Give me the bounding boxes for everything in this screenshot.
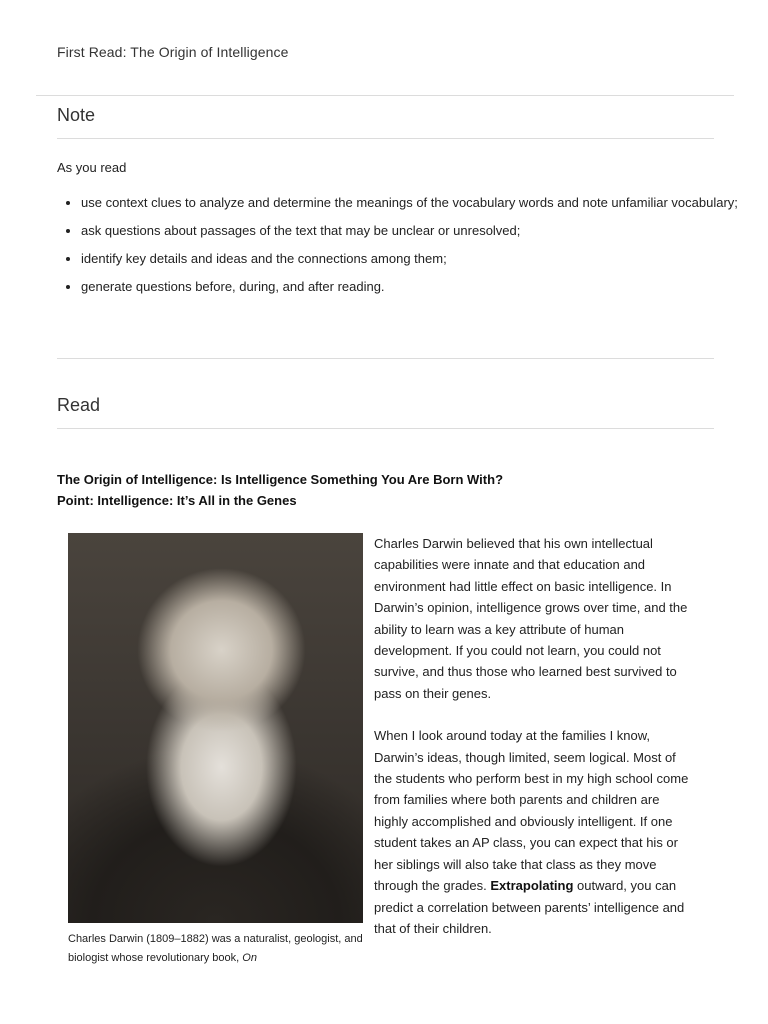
paragraph [374, 725, 694, 939]
paragraph: Charles Darwin believed that his own intellectual capabilities were innate and that education and environment had little effect on basic intelligence. In Darwin’s opinion, intelligence grows over time, and the ability to learn was a key attribute of human development. If you could not learn, you could not survive, and thus those who learned best survived to pass on their genes. [374, 536, 688, 701]
note-list [57, 192, 741, 304]
list-item: • use context clues to analyze and determine the meanings of the vocabulary words and note unfamiliar vocabulary; [81, 192, 741, 214]
caption-italic-text: On [242, 952, 257, 964]
vocabulary-word[interactable]: Extrapolating [490, 878, 574, 894]
darwin-portrait-image [68, 533, 363, 923]
list-item: • ask questions about passages of the text that may be unclear or unresolved; [81, 220, 741, 242]
read-section-heading: Read [57, 395, 714, 429]
article-body [374, 533, 694, 960]
caption-text: Charles Darwin (1809–1882) was a naturalist, geologist, and biologist whose revolutionary book, [68, 933, 363, 964]
page-title: First Read: The Origin of Intelligence [57, 44, 289, 60]
image-caption [68, 930, 368, 968]
page-header [36, 0, 734, 96]
list-item: • generate questions before, during, and after reading. [81, 276, 741, 298]
note-section-heading: Note [57, 105, 714, 139]
paragraph-text: When I look around today at the families I know, Darwin’s ideas, though limited, seem logical. Most of the students who perform best in my high school come from families where both parents and children are highly accomplished and obviously intelligent. If one student takes an AP class, you can expect that his or her siblings will also take that class as they move through the grades. [374, 728, 689, 894]
article-title: The Origin of Intelligence: Is Intelligence Something You Are Born With? [57, 472, 504, 487]
section-divider [57, 358, 714, 359]
paragraph-text: outward, you can predict a correlation between parents’ intelligence and that of their children. [374, 878, 685, 936]
note-intro: As you read [57, 160, 127, 175]
article-subtitle: Point: Intelligence: It’s All in the Genes [57, 493, 297, 508]
list-item: • identify key details and ideas and the connections among them; [81, 248, 741, 270]
article-heading [57, 469, 503, 511]
